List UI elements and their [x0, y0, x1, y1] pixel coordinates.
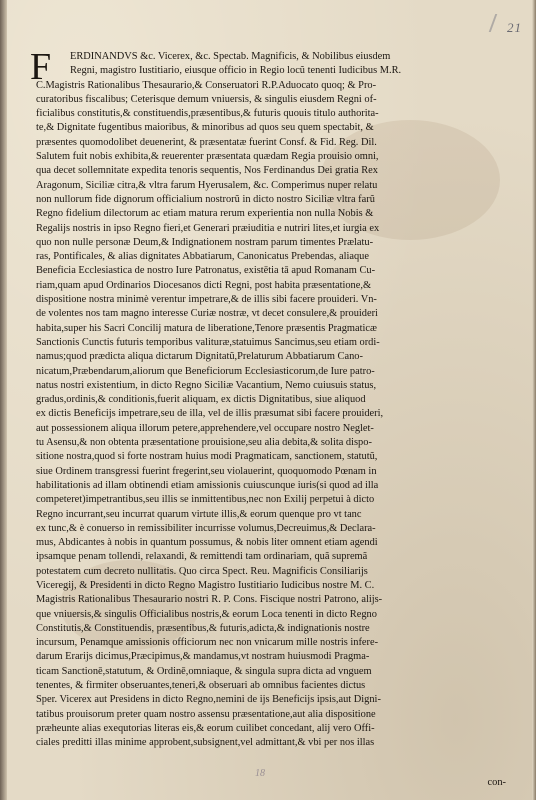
text-line: te,& Dignitate fugentibus maioribus, & minoribus ad quos seu quem spectabit, &: [36, 122, 374, 134]
page-right-edge: [532, 0, 536, 800]
text-line: tenentes, & firmiter obseruantes,teneri,& obseruari ab omnibus facientes dictus: [36, 680, 366, 692]
text-line: darum Erarijs dicimus,Præcipimus,& mandamus,vt nostram huiusmodi Pragma-: [36, 651, 370, 663]
text-line: gradus,ordinis,& conditionis,fuerit aliquam, ex dictis Dignitatibus, siue aliquod: [36, 394, 366, 406]
text-line: præheunte alias exequtorias literas eis,& eorum cuilibet concedant, alij vero Offi-: [36, 722, 375, 734]
text-line: Regalijs nostris in ipso Regno fieri,et Generari præiuditia e nutriri lites,et iurgia ex: [36, 222, 380, 234]
text-line: ex dictis Beneficijs impetrare,seu de illa, vel de illis præsumat sibi facere prouideri,: [36, 408, 384, 420]
text-line: competeret)impetrantibus,seu illis se inmittentibus,nec non Exilij perpetui à dicto: [36, 494, 375, 506]
folio-pen-stroke: [467, 14, 498, 32]
text-line: natus nostri existentium, in dicto Regno Siciliæ Vacantium, Nemo cuiusuis status,: [36, 379, 377, 391]
text-line: ficialibus constitutis,& constituendis,præsentibus,& futuris quouis titulo authorita-: [36, 108, 379, 120]
text-line: riam,quam apud Ordinarios Diocesanos dicti Regni, post habita præsentatione,&: [36, 279, 372, 291]
text-line: habita,super his Sacri Concilij matura de liberatione,Tenore præsentis Pragmaticæ: [36, 322, 377, 334]
text-line: habilitationis ad illam obtinendi etiam amissionis cuiuscunque iuris(si quod ad illa: [36, 479, 379, 491]
text-line: de volentes nos tam magno interesse Curiæ nostræ, vt decet consulere,& prouideri: [36, 308, 378, 320]
document-body: [36, 50, 514, 751]
text-line: ERDINANDVS &c. Vicerex, &c. Spectab. Magnificis, & Nobilibus eiusdem: [70, 51, 391, 62]
text-line: aut possessionem aliqua illorum petere,apprehendere,vel occupare nostro Neglet-: [36, 422, 374, 434]
text-line: sitione nostra,quod si forte nostram huius modi Pragmaticam, sanctionem, statutũ,: [36, 451, 378, 463]
text-line: mus, Abdicantes à nobis in quantum possumus, & nobis liter omnent etiam agendi: [36, 537, 378, 549]
folio-number: 21: [507, 20, 522, 35]
text-line: namus;quod prædicta aliqua dictarum Dignitatũ,Prelaturum Abbatiarum Cano-: [36, 351, 363, 363]
text-line: incursum, Penamque amissionis officiorum nec non vnicarum mille nostris infere-: [36, 637, 379, 649]
text-line: præsentes quomodolibet deuenerint, & præsentatæ fuerint Consf. & Fid. Reg. Dil.: [36, 136, 377, 148]
text-line: tu Asensu,& non obtenta præsentatione prouisione,seu alia debita,& solita dispo-: [36, 437, 372, 449]
handwritten-mark: 18: [255, 768, 265, 779]
text-line: ticam Sanctionē,statutum, & Ordinē,omniaque, & singula supra dicta ad vnguem: [36, 665, 372, 677]
text-line: ex tunc,& è conuerso in remissibiliter incurrisse volumus,Decreuimus,& Declara-: [36, 522, 376, 534]
text-line: tatibus prouisorum preter quam nostro assensu præsentatione,aut alia dispositione: [36, 708, 376, 720]
catchword: con-: [487, 777, 506, 788]
text-line: Magistris Rationalibus Thesaurario nostri R. P. Cons. Fiscique nostri Patrono, alijs-: [36, 594, 383, 606]
text-line: nicatum,Præbendarum,aliorum que Beneficiorum Ecclesiasticorum,de Iure patro-: [36, 365, 375, 377]
text-line: Salutem fuit nobis exhibita,& reuerenter præsentata quædam Regia prouisio omni,: [36, 151, 379, 163]
text-line: Regno fidelium dilectorum ac etiam matura rerum experientia non nulla Nobis &: [36, 208, 374, 220]
text-line: ras, Pontificales, & alias dignitates Abbatiarum, Canonicatus Prebendas, aliaque: [36, 251, 369, 263]
text-line: ciales preditti illas minime approbent,subsignent,vel admittant,& vbi per nos illas: [36, 737, 375, 749]
text-line: Regni, magistro Iustitiario, eiusque officio in Regio locũ tenenti Iudicibus M.R.: [70, 65, 402, 77]
text-line: ipsamque penam tollendi, relaxandi, & remittendi tam ordinariam, quã supremã: [36, 551, 368, 563]
text-line: Sper. Vicerex aut Presidens in dicto Regno,nemini de ijs Beneficijs ipsis,aut Digni-: [36, 694, 381, 706]
text-line: Beneficia Ecclesiastica de nostro Iure Patronatus, existētia tā apud Romanam Cu-: [36, 265, 376, 277]
text-line: Aragonum, Siciliæ citra,& vltra farum Hyerusalem, &c. Comperimus nuper relatu: [36, 179, 378, 191]
text-line: dispositione nostra minimè verentur impetrare,& de illis sibi facere prouideri. Vn-: [36, 294, 377, 306]
text-line: que vniuersis,& singulis Officialibus nostris,& eorum Loca tenenti in dicto Regno: [36, 608, 377, 620]
text-line: non nullorum fide dignorum officialium nostrorũ in dicto nostro Siciliæ vltra farũ: [36, 193, 375, 205]
text-line: qua decet sollemnitate expedita tenoris sequentis, Nos Ferdinandus Dei gratia Rex: [36, 165, 378, 177]
text-line: C.Magistris Rationalibus Thesaurario,& Conseruatori R.P.Aduocato quoq; & Pro-: [36, 79, 377, 91]
text-line: Regno incurrant,seu incurrat quarum virtute illis,& eorum quenque pro vt tanc: [36, 508, 362, 520]
text-line: Constitutis,& Constituendis, præsentibus,& futuris,adicta,& indignationis nostre: [36, 622, 370, 634]
text-line: Sanctionis Cunctis futuris temporibus valituræ,statuimus Sancimus,seu etiam ordi-: [36, 336, 380, 348]
text-line: Viceregij, & Presidenti in dicto Regno Magistro Iustitiario Iudicibus nostre M. C.: [36, 579, 375, 591]
drop-cap-initial: F: [30, 46, 52, 88]
text-line: potestatem cum decreto nullitatis. Quo circa Spect. Reu. Magnificis Consiliarijs: [36, 565, 368, 577]
page-left-shadow: [0, 0, 7, 800]
text-line: curatoribus fiscalibus; Ceterisque demum vniuersis, & singulis eiusdem Regni of-: [36, 93, 377, 105]
text-line: quo non nulle personæ Deum,& Indignationem nostram parum timentes Prælatu-: [36, 236, 374, 248]
text-line: siue Ordinem transgressi fuerint fregerint,seu violauerint, quoquomodo Pœnam in: [36, 465, 377, 477]
